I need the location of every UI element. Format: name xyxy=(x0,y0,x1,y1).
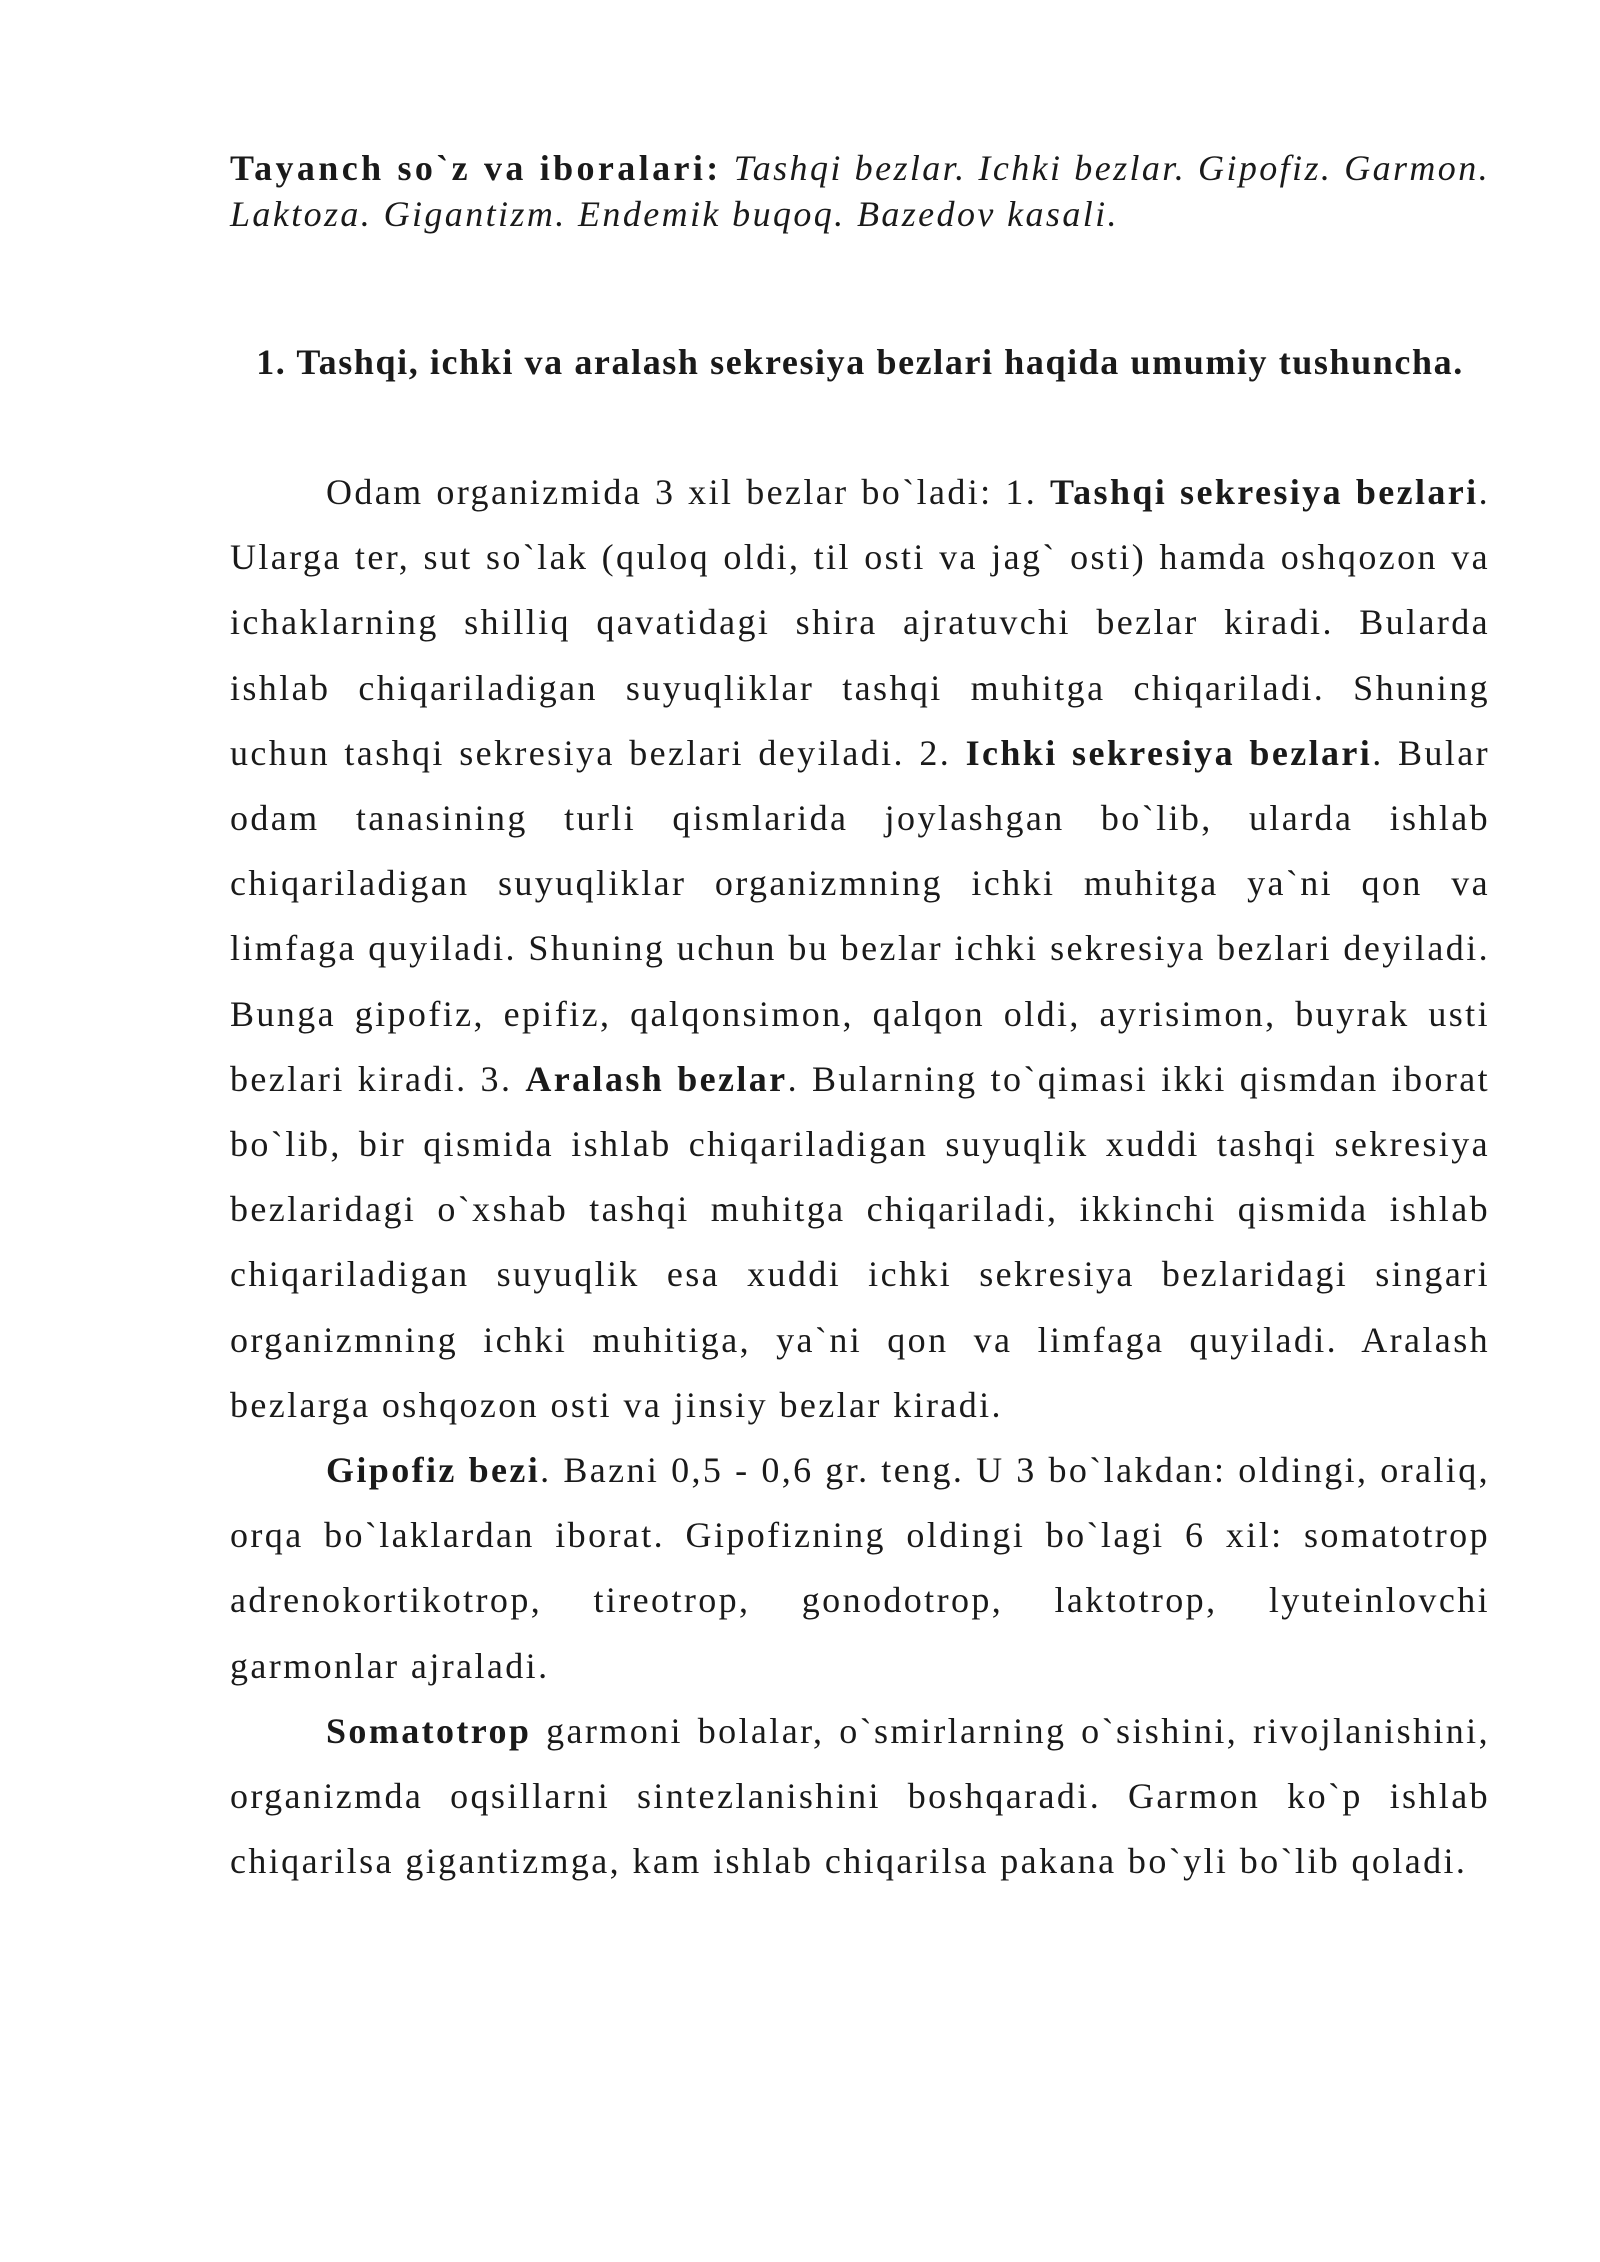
paragraph-text: garmoni bolalar, o`smirlarning o`sishini, rivojlanishini, organizmda oqsillarni sintezlanishini boshqaradi. Garmon ko`p ishlab chiqarilsa gigantizmga, kam ishlab chiqarilsa pakana bo`yli bo`lib qoladi. xyxy=(230,1710,1490,1882)
paragraph-text: Odam organizmida 3 xil bezlar bo`ladi: 1. xyxy=(326,472,1051,512)
body-paragraph-glands xyxy=(230,460,1490,1438)
keywords-list: Tashqi bezlar. Ichki bezlar. Gipofiz. Garmon. Laktoza. Gigantizm. Endemik buqoq. Bazedov kasali. xyxy=(230,148,1491,234)
body-paragraph-pituitary xyxy=(230,1438,1490,1699)
paragraph-text: . Ularga ter, sut so`lak (quloq oldi, til osti va jag` osti) hamda oshqozon va ichaklarning shilliq qavatidagi shira ajratuvchi bezlar kiradi. Bularda ishlab chiqariladigan suyuqliklar tashqi muhitga chiqariladi. Shuning uchun tashqi sekresiya bezlari deyiladi. 2. xyxy=(230,472,1490,773)
paragraph-text: . Bazni 0,5 - 0,6 gr. teng. U 3 bo`lakdan: oldingi, oraliq, orqa bo`laklardan iborat. Gipofizning oldingi bo`lagi 6 xil: somatotrop adrenokortikotrop, tireotrop, gonodotrop, laktotrop, lyuteinlovchi garmonlar ajraladi. xyxy=(230,1450,1490,1686)
term-internal-glands: Ichki sekresiya bezlari xyxy=(965,732,1373,773)
keywords-label: Tayanch so`z va iboralari: xyxy=(230,148,722,188)
term-mixed-glands: Aralash bezlar xyxy=(525,1058,788,1099)
paragraph-text: . Bular odam tanasining turli qismlarida joylashgan bo`lib, ularda ishlab chiqariladigan suyuqliklar organizmning ichki muhitga ya`ni qon va limfaga quyiladi. Shuning uchun bu bezlar ichki sekresiya bezlari deyiladi. Bunga gipofiz, epifiz, qalqonsimon, qalqon oldi, ayrisimon, buyrak usti bezlari kiradi. 3. xyxy=(230,732,1490,1099)
keywords-paragraph xyxy=(230,145,1490,237)
document-page xyxy=(230,145,1490,1894)
section-title: 1. Tashqi, ichki va aralash sekresiya bezlari haqida umumiy tushuncha. xyxy=(256,342,1464,382)
term-pituitary-gland: Gipofiz bezi xyxy=(326,1450,541,1491)
term-somatotrop: Somatotrop xyxy=(326,1710,532,1751)
paragraph-text: . Bularning to`qimasi ikki qismdan iborat bo`lib, bir qismida ishlab chiqariladigan suyuqlik xuddi tashqi sekresiya bezlaridagi o`xshab tashqi muhitga chiqariladi, ikkinchi qismida ishlab chiqariladigan suyuqlik esa xuddi ichki sekresiya bezlaridagi singari organizmning ichki muhitiga, ya`ni qon va limfaga quyiladi. Aralash bezlarga oshqozon osti va jinsiy bezlar kiradi. xyxy=(230,1058,1490,1425)
term-external-glands: Tashqi sekresiya bezlari xyxy=(1050,472,1479,512)
body-paragraph-somatotrop xyxy=(230,1699,1490,1895)
